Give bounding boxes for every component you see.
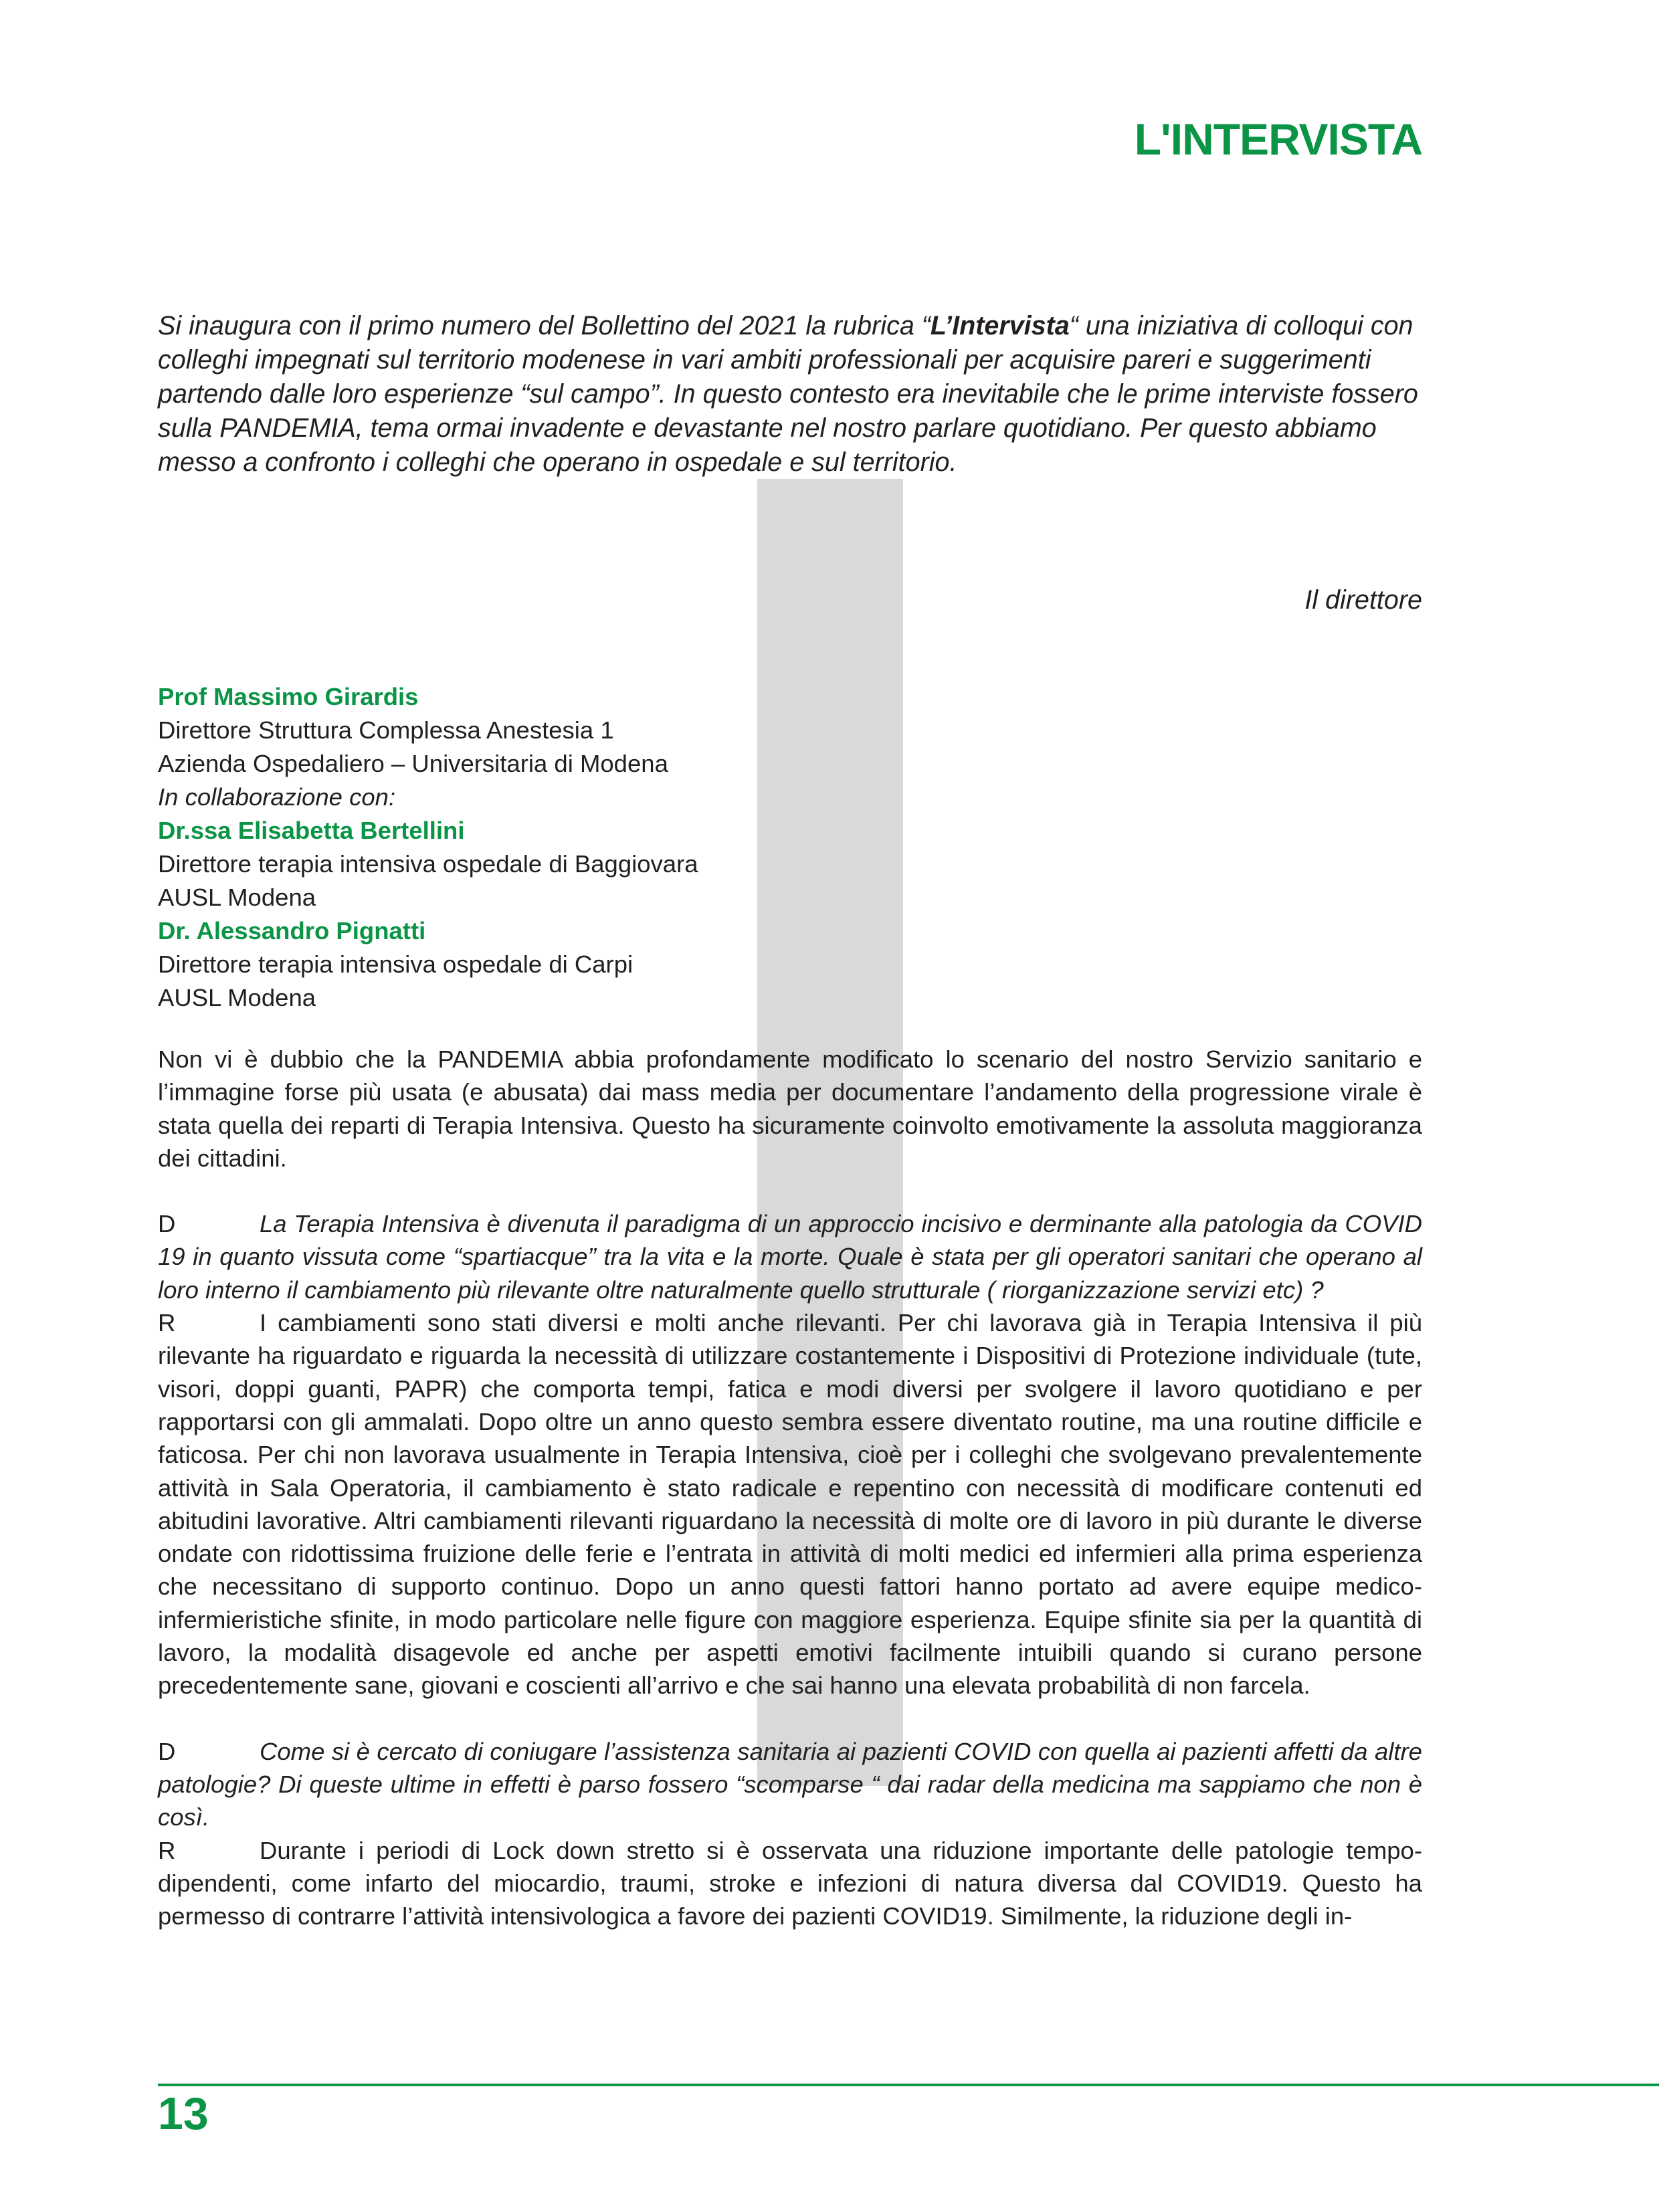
author-name: Dr.ssa Elisabetta Bertellini bbox=[158, 817, 465, 844]
question-label: D bbox=[158, 1737, 176, 1765]
author-affiliation: AUSL Modena bbox=[158, 984, 316, 1011]
intro-text-start: Si inaugura con il primo numero del Bollettino del 2021 la rubrica “ bbox=[158, 311, 931, 340]
question-text: Come si è cercato di coniugare l’assistenza sanitaria ai pazienti COVID con quella ai pazienti affetti da altre patologie? Di queste ultime in effetti è parso fossero “scomparse “ dai radar della medicina ma sappiamo che non è così. bbox=[158, 1737, 1422, 1831]
question-label: D bbox=[158, 1210, 176, 1238]
answer-label: R bbox=[158, 1309, 176, 1337]
question-2 bbox=[158, 1735, 1422, 1834]
answer-1 bbox=[158, 1306, 1422, 1702]
answer-label: R bbox=[158, 1836, 176, 1864]
authors-block bbox=[158, 680, 1094, 1015]
answer-text: I cambiamenti sono stati diversi e molti anche rilevanti. Per chi lavorava già in Terapia Intensiva il più rilevante ha riguardato e riguarda la necessità di utilizzare costantemente i Dispositivi di Protezione individuale (tute, visori, doppi guanti, PAPR) che comporta tempi, fatica e modi diversi per svolgere il lavoro quotidiano e per rapportarsi con gli ammalati. Dopo oltre un anno questo sembra essere diventato routine, ma una routine difficile e faticosa. Per chi non lavorava usualmente in Terapia Intensiva, cioè per i colleghi che svolgevano prevalentemente attività in Sala Operatoria, il cambiamento è stato radicale e repentino con necessità di modificare contenuti ed abitudini lavorative. Altri cambiamenti rilevanti riguardano la necessità di molte ore di lavoro in più durante le diverse ondate con ridottissima fruizione delle ferie e l’entrata in attività di molti medici ed infermieri alla prima esperienza che necessitano di supporto continuo. Dopo un anno questi fattori hanno portato ad avere equipe medico-infermieristiche sfinite, in modo particolare nelle figure con maggiore esperienza. Equipe sfinite sia per la quantità di lavoro, la modalità disagevole ed anche per aspetti emotivi facilmente intuibili quando si curano persone precedentemente sane, giovani e coscienti all’arrivo e che sai hanno una elevata probabilità di non farcela. bbox=[158, 1309, 1422, 1700]
section-title: L'INTERVISTA bbox=[1134, 114, 1422, 164]
author-name: Prof Massimo Girardis bbox=[158, 683, 419, 710]
signature: Il direttore bbox=[1304, 585, 1422, 615]
author-affiliation: AUSL Modena bbox=[158, 884, 316, 911]
lead-paragraph: Non vi è dubbio che la PANDEMIA abbia profondamente modificato lo scenario del nostro Servizio sanitario e l’immagine forse più usata (e abusata) dai mass media per documentare l’andamento della progressione virale è stata quella dei reparti di Terapia Intensiva. Questo ha sicuramente coinvolto emotivamente la assoluta maggioranza dei cittadini. bbox=[158, 1045, 1422, 1172]
question-1 bbox=[158, 1207, 1422, 1306]
answer-text: Durante i periodi di Lock down stretto si è osservata una riduzione importante delle patologie tempo-dipendenti, come infarto del miocardio, traumi, stroke e infezioni di natura diversa dal COVID19. Questo ha permesso di contrarre l’attività intensivologica a favore dei pazienti COVID19. Similmente, la riduzione degli in- bbox=[158, 1836, 1422, 1930]
article-body bbox=[158, 1043, 1422, 1932]
page-number: 13 bbox=[158, 2088, 209, 2139]
author-role: Direttore terapia intensiva ospedale di Baggiovara bbox=[158, 850, 698, 878]
author-affiliation: Azienda Ospedaliero – Universitaria di Modena bbox=[158, 750, 668, 777]
author-role: Direttore Struttura Complessa Anestesia 1 bbox=[158, 716, 614, 744]
footer-rule bbox=[158, 2084, 1659, 2086]
answer-2 bbox=[158, 1834, 1422, 1933]
intro-rubric-name: L’Intervista bbox=[930, 311, 1070, 340]
intro-text-end: “ una iniziativa di colloqui con colleghi impegnati sul territorio modenese in vari ambiti professionali per acquisire pareri e suggerimenti partendo dalle loro esperienze “sul campo”. In questo contesto era inevitabile che le prime interviste fossero sulla PANDEMIA, tema ormai invadente e devastante nel nostro parlare quotidiano. Per questo abbiamo messo a confronto i colleghi che operano in ospedale e sul territorio. bbox=[158, 311, 1418, 477]
author-role: Direttore terapia intensiva ospedale di Carpi bbox=[158, 950, 633, 978]
question-text: La Terapia Intensiva è divenuta il paradigma di un approccio incisivo e derminante alla patologia da COVID 19 in quanto vissuta come “spartiacque” tra la vita e la morte. Quale è stata per gli operatori sanitari che operano al loro interno il cambiamento più rilevante oltre naturalmente quello strutturale ( riorganizzazione servizi etc) ? bbox=[158, 1210, 1422, 1304]
author-name: Dr. Alessandro Pignatti bbox=[158, 917, 426, 944]
collaboration-label: In collaborazione con: bbox=[158, 783, 396, 811]
intro-paragraph bbox=[158, 309, 1422, 480]
